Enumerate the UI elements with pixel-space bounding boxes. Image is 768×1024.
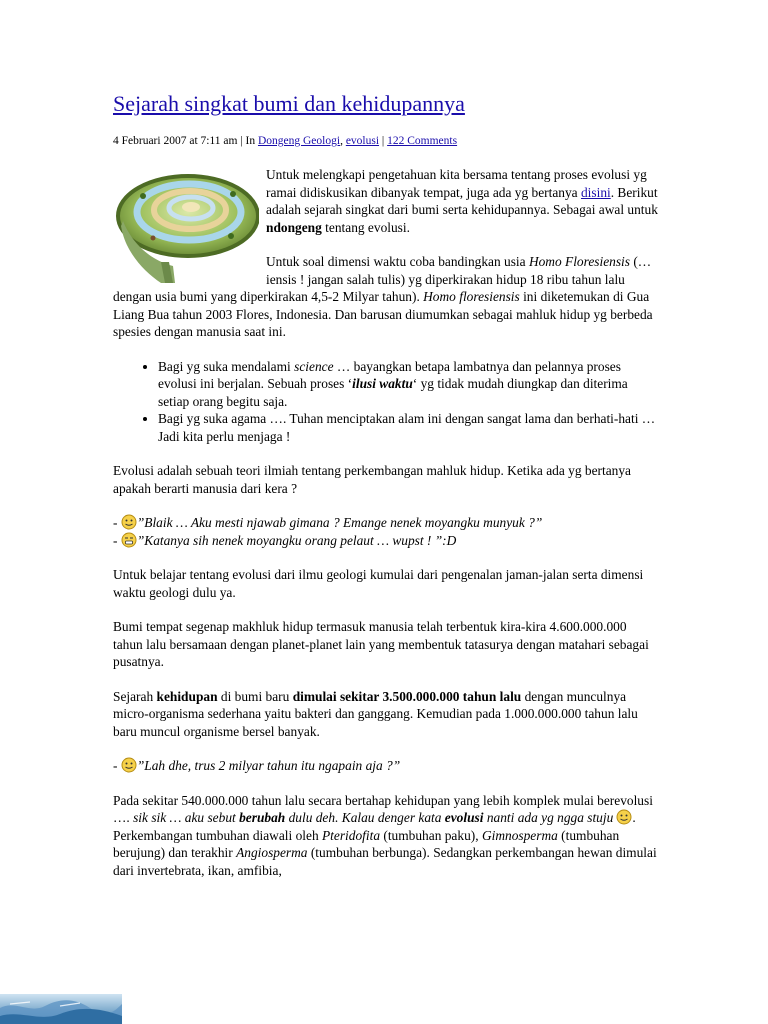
geologic-time-spiral-image xyxy=(113,166,259,284)
quote-lines: - ”Blaik … Aku mesti njawab gimana ? Emange nenek moyangku munyuk ?” - ”Katanya sih nenek moyangku orang pelaut … wupst ! ”:D xyxy=(113,515,543,548)
smiley-icon xyxy=(616,809,632,825)
paragraph-kehidupan: Sejarah kehidupan di bumi baru dimulai sekitar 3.500.000.000 tahun lalu dengan munculnya micro-organisma sederhana yaitu bakteri dan ganggang. Kemudian pada 1.000.000.000 tahun lalu baru muncul organisme bersel banyak. xyxy=(113,688,638,739)
smiley-icon xyxy=(121,757,137,773)
list-item-agama: • Bagi yg suka agama …. Tuhan menciptakan alam ini dengan sangat lama dan berhati-hati … Jadi kita perlu menjaga ! xyxy=(158,410,658,445)
paragraph-evolusi-tumbuhan: Pada sekitar 540.000.000 tahun lalu secara bertahap kehidupan yang lebih komplek mulai berevolusi …. sik sik … aku sebut berubah dulu deh. Kalau denger kata evolusi nanti ada yg ngga stuju . Perkembangan tumbuhan diawali oleh Pteridofita (tumbuhan paku), Gimnosperma (tumbuhan berujung) dan terakhir Angiosperma (tumbuhan berbunga). Sedangkan perkembangan hewan dimulai dari invertebrata, ikan, amfibia, xyxy=(113,792,657,878)
post-title[interactable]: Sejarah singkat bumi dan kehidupannya xyxy=(113,91,465,116)
quote-3: ”Lah dhe, trus 2 milyar tahun itu ngapain aja ?” xyxy=(136,758,401,773)
category-link-dongeng-geologi[interactable]: Dongeng Geologi xyxy=(257,135,341,147)
post-body xyxy=(113,166,658,896)
smiley-icon xyxy=(121,514,137,530)
paragraph-intro: Untuk melengkapi pengetahuan kita bersama tentang proses evolusi yg ramai didiskusikan dibanyak tempat, juga ada yg bertanya disini. Berikut adalah sejarah singkat dari bumi serta kehidupannya. Sebagai awal untuk ndongeng tentang evolusi. xyxy=(266,167,658,235)
paragraph-geologi: Untuk belajar tentang evolusi dari ilmu geologi kumulai dari pengenalan jaman-jalan serta dimensi waktu geologi dulu ya. xyxy=(113,567,644,600)
list-item-science: • Bagi yg suka mendalami science … bayangkan betapa lambatnya dan pelannya proses evolusi ini berjalan. Sebuah proses ‘ilusi waktu‘ yg tidak mudah diungkap dan diterima setiap orang begitu saja. xyxy=(158,358,658,411)
bullet-list xyxy=(113,358,658,446)
comments-link[interactable]: 122 Comments xyxy=(387,135,458,147)
category-link-evolusi[interactable]: evolusi xyxy=(345,135,380,147)
grin-smiley-icon xyxy=(121,532,137,548)
quote-1: ”Blaik … Aku mesti njawab gimana ? Emange nenek moyangku munyuk ?” xyxy=(136,515,543,530)
water-waves-image xyxy=(0,994,122,1024)
paragraph-bumi: Bumi tempat segenap makhluk hidup termasuk manusia telah terbentuk kira-kira 4.600.000.000 tahun lalu bersamaan dengan planet-planet lain yang membentuk tatasurya dengan matahari sebagai pusatnya. xyxy=(113,619,649,669)
quote-2: ”Katanya sih nenek moyangku orang pelaut … wupst ! ”:D xyxy=(136,532,457,548)
paragraph-evolusi: Evolusi adalah sebuah teori ilmiah tentang perkembangan mahluk hidup. Ketika ada yg bertanya apakah berarti manusia dari kera ? xyxy=(113,463,631,496)
quote-line-3: - ”Lah dhe, trus 2 milyar tahun itu ngapain aja ?” xyxy=(113,758,401,773)
link-disini[interactable]: disini xyxy=(580,184,611,200)
post-date: 4 Februari 2007 at 7:11 am | In xyxy=(113,135,258,147)
post-meta: 4 Februari 2007 at 7:11 am | In Dongeng Geologi, evolusi | 122 Comments xyxy=(113,135,458,147)
paragraph-homo-floresiensis: Untuk soal dimensi waktu coba bandingkan usia Homo Floresiensis (…iensis ! jangan salah tulis) yg diperkirakan hidup 18 ribu tahun lalu dengan usia bumi yang diperkirakan 4,5-2 Milyar tahun). Homo floresiensis ini diketemukan di Gua Liang Bua tahun 2003 Flores, Indonesia. Dan barusan diumumkan sebagai mahluk hidup yg berbeda spesies dengan manusia saat ini. xyxy=(113,254,653,339)
